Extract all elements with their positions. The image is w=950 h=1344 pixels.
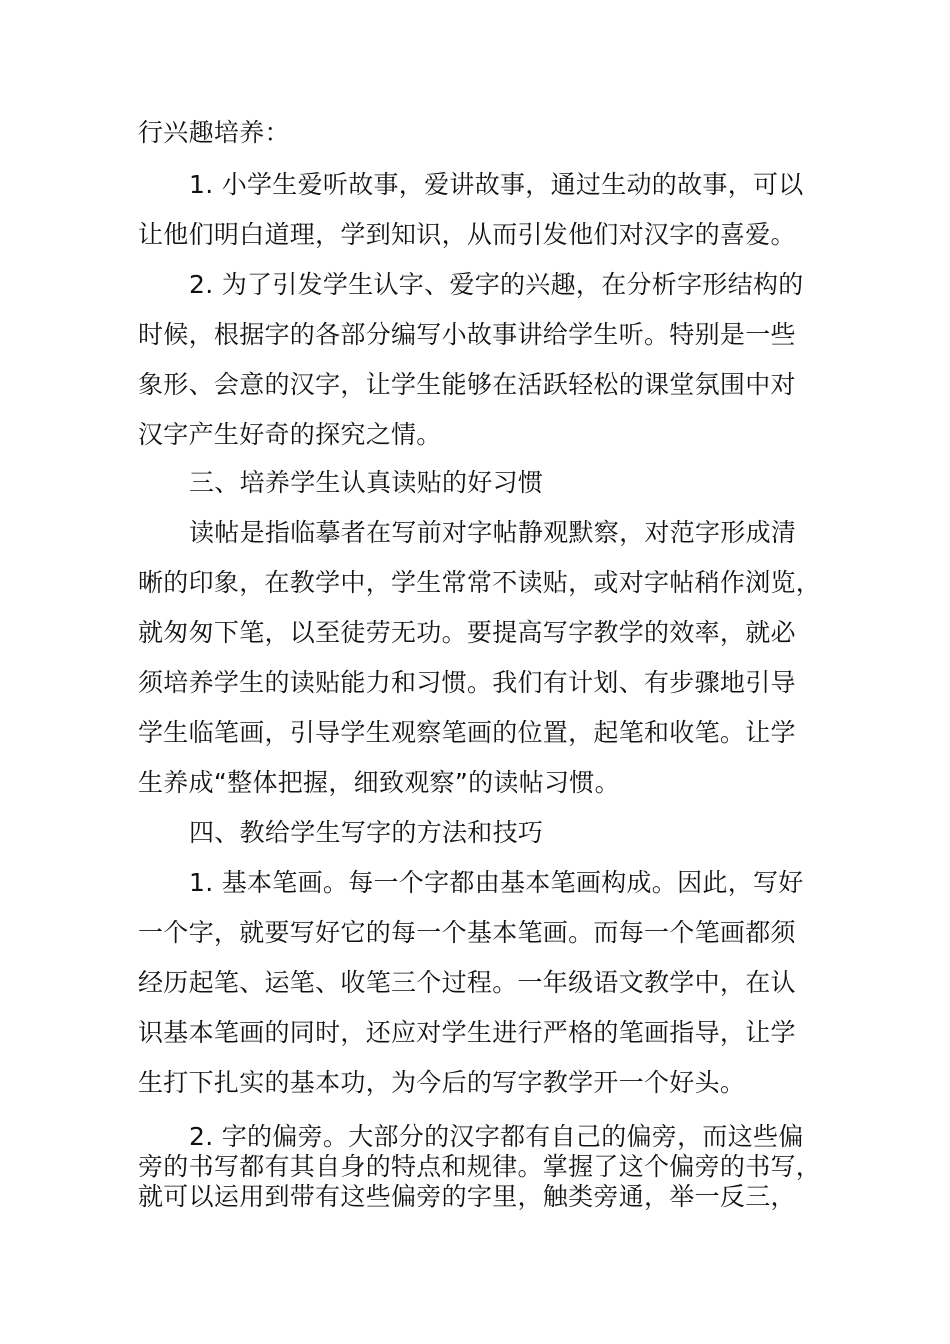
paragraph-line: 须培养学生的读贴能力和习惯。我们有计划、有步骤地引导 — [138, 668, 796, 697]
paragraph-line: 2. 为了引发学生认字、爱字的兴趣，在分析字形结构的 — [189, 270, 804, 299]
paragraph-line: 识基本笔画的同时，还应对学生进行严格的笔画指导，让学 — [138, 1018, 796, 1047]
paragraph-line: 生养成“整体把握，细致观察”的读帖习惯。 — [138, 768, 620, 797]
paragraph-line: 让他们明白道理，学到知识，从而引发他们对汉字的喜爱。 — [138, 220, 796, 249]
paragraph-line: 时候，根据字的各部分编写小故事讲给学生听。特别是一些 — [138, 320, 796, 349]
paragraph-line: 晰的印象，在教学中，学生常常不读贴，或对字帖稍作浏览， — [138, 568, 822, 597]
section-heading: 四、教给学生写字的方法和技巧 — [189, 818, 544, 847]
paragraph-line: 读帖是指临摹者在写前对字帖静观默察，对范字形成清 — [189, 518, 797, 547]
section-heading: 三、培养学生认真读贴的好习惯 — [189, 468, 544, 497]
paragraph-line: 一个字，就要写好它的每一个基本笔画。而每一个笔画都须 — [138, 918, 796, 947]
paragraph-line: 汉字产生好奇的探究之情。 — [138, 420, 442, 449]
paragraph-line: 2. 字的偏旁。大部分的汉字都有自己的偏旁，而这些偏 — [189, 1122, 804, 1151]
paragraph-line: 行兴趣培养： — [138, 118, 290, 147]
paragraph-line: 生打下扎实的基本功，为今后的写字教学开一个好头。 — [138, 1068, 746, 1097]
paragraph-line: 学生临笔画，引导学生观察笔画的位置，起笔和收笔。让学 — [138, 718, 796, 747]
paragraph-line: 就可以运用到带有这些偏旁的字里，触类旁通，举一反三， — [138, 1182, 796, 1211]
paragraph-line: 1. 基本笔画。每一个字都由基本笔画构成。因此，写好 — [189, 868, 804, 897]
paragraph-line: 就匆匆下笔，以至徒劳无功。要提高写字教学的效率，就必 — [138, 618, 796, 647]
paragraph-line: 1. 小学生爱听故事，爱讲故事，通过生动的故事，可以 — [189, 170, 804, 199]
paragraph-line: 经历起笔、运笔、收笔三个过程。一年级语文教学中，在认 — [138, 968, 796, 997]
paragraph-line: 旁的书写都有其自身的特点和规律。掌握了这个偏旁的书写， — [138, 1152, 822, 1181]
paragraph-line: 象形、会意的汉字，让学生能够在活跃轻松的课堂氛围中对 — [138, 370, 796, 399]
